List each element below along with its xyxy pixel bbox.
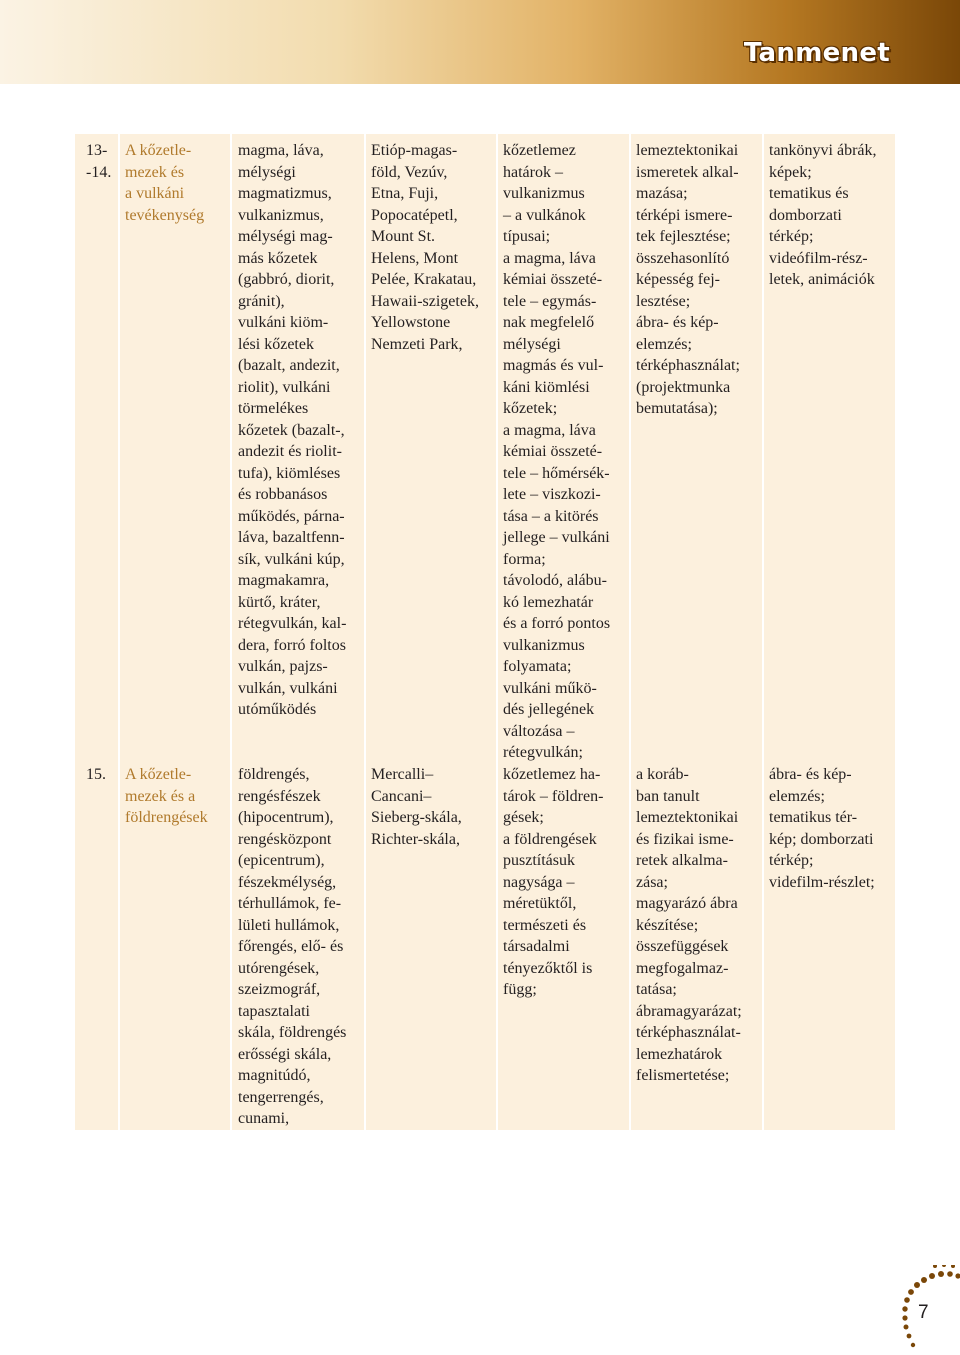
column-divider [762, 134, 764, 1130]
column-divider [118, 134, 120, 1130]
skills-cell: lemeztektonikai ismeretek alkal- mazása; térképi ismere- tek fejlesztése; összehasonlító képesség fej- lesztése; ábra- és kép- elemzés; térképhasználat; (projektmunka bemutatása); [636, 142, 740, 417]
header-banner [0, 0, 960, 84]
tools-cell: tankönyvi ábrák, képek; tematikus és domborzati térkép; videófilm-rész- letek, animációk [769, 142, 877, 288]
page-title: Tanmenet [743, 38, 890, 68]
lesson-topic: A kőzetle- mezek és a földrengések [125, 766, 208, 826]
row-number: 15. [86, 766, 106, 783]
column-divider [496, 134, 498, 1130]
goals-cell: kőzetlemez határok – vulkanizmus – a vulkánok típusai; a magma, láva kémiai összeté- tele – egymás- nak megfelelő mélységi magmás és vul- káni kiömlési kőzetek; a magma, láva kémiai összeté- tele – hőmérsék- lete – viszkozi- tása – a kitörés jellege – vulkáni forma; távolodó, alábu- kó lemezhatár és a forró pontos vulkanizmus folyamata; vulkáni műkö- dés jellegének változása – rétegvulkán; [503, 142, 611, 761]
column-divider [629, 134, 631, 1130]
row-number: 13- -14. [86, 142, 112, 181]
concepts-cell: földrengés, rengésfészek (hipocentrum), rengésközpont (epicentrum), fészekmélység, térhullámok, fe- lületi hullámok, főrengés, elő- és utórengések, szeizmográf, tapasztalati skála, földrengés erősségi skála, magnitúdó, tengerrengés, cunami, [238, 766, 347, 1127]
goals-cell: kőzetlemez ha- tárok – földren- gések; a földrengések pusztításuk nagysága – méretüktől, természeti és társadalmi tényezőktől is függ; [503, 766, 604, 998]
column-divider [364, 134, 366, 1130]
page-number: 7 [918, 1302, 929, 1323]
column-divider [230, 134, 232, 1130]
tools-cell: ábra- és kép- elemzés; tematikus tér- kép; domborzati térkép; videfilm-részlet; [769, 766, 875, 891]
concepts-cell: magma, láva, mélységi magmatizmus, vulkanizmus, mélységi mag- más kőzetek (gabbró, diorit, gránit), vulkáni kiöm- lési kőzetek (bazalt, andezit, riolit), vulkáni törmelékes kőzetek (bazalt-, andezit és riolit- tufa), kiömléses és robbanásos működés, párna- láva, bazaltfenn- sík, vulkáni kúp, magmakamra, kürtő, kráter, rétegvulkán, kal- dera, forró foltos vulkán, pajzs- vulkán, vulkáni utóműködés [238, 142, 347, 718]
lesson-topic: A kőzetle- mezek és a vulkáni tevékenység [125, 142, 205, 224]
places-cell: Etióp-magas- föld, Vezúv, Etna, Fuji, Popocatépetl, Mount St. Helens, Mont Pelée, Krakatau, Hawaii-szigetek, Yellowstone Nemzeti Park, [371, 142, 479, 353]
curriculum-table [75, 134, 895, 1130]
places-cell: Mercalli– Cancani– Sieberg-skála, Richter-skála, [371, 766, 462, 848]
skills-cell: a koráb- ban tanult lemeztektonikai és fizikai isme- retek alkalma- zása; magyarázó ábra készítése; összefüggések megfogalmaz- tatása; ábramagyarázat; térképhasználat- lemezhatárok felismertetése; [636, 766, 742, 1084]
